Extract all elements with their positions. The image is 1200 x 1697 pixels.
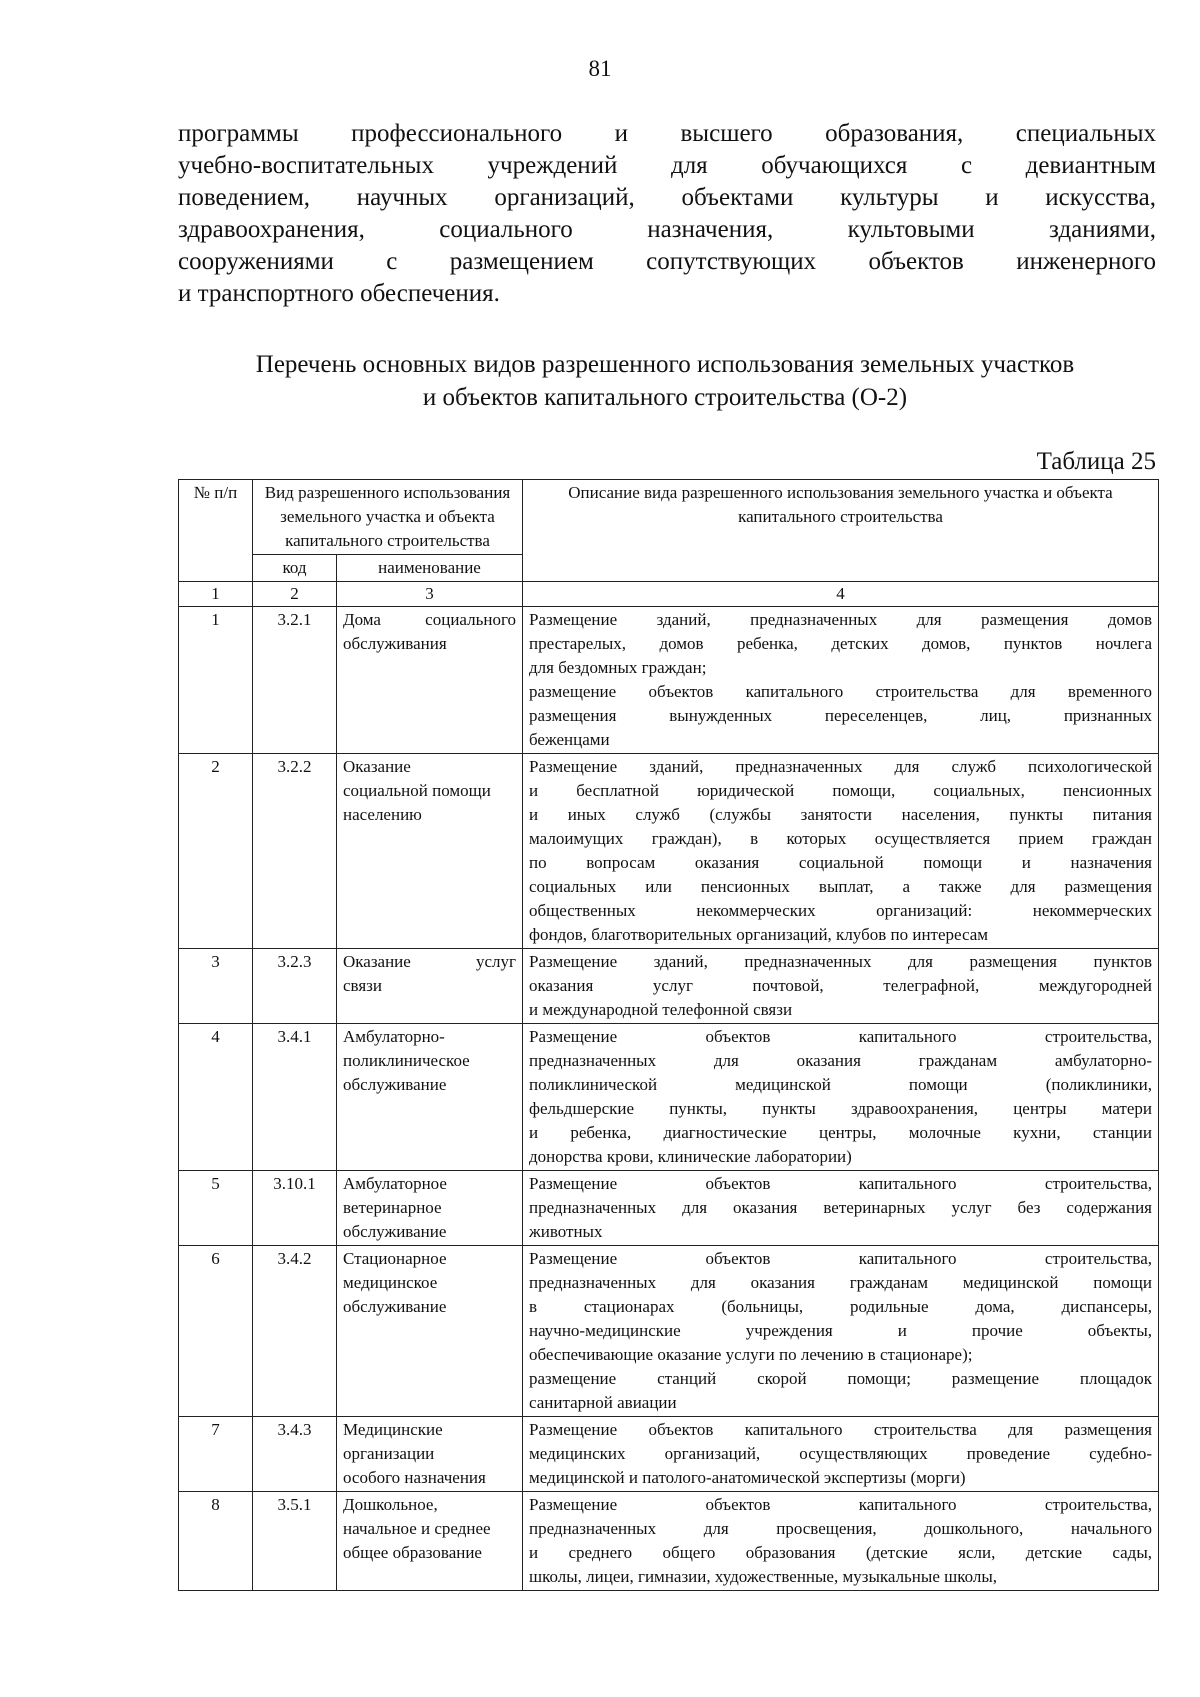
use-name	[337, 1024, 523, 1171]
description-line: социальных или пенсионных выплат, а также для размещения	[529, 877, 1152, 896]
use-name-line: Амбулаторно-	[343, 1027, 445, 1046]
use-name-line: Оказание услуг	[343, 952, 516, 971]
heading-line: Перечень основных видов разрешенного использования земельных участков	[255, 351, 1075, 378]
section-heading	[150, 348, 1180, 414]
use-name-line: Дома социального	[343, 610, 516, 629]
description-line: научно-медицинские учреждения и прочие объекты,	[529, 1321, 1152, 1340]
use-name-line: обслуживания	[343, 634, 447, 653]
description-line: предназначенных для оказания гражданам медицинской помощи	[529, 1273, 1152, 1292]
use-name-line: обслуживание	[343, 1075, 447, 1094]
intro-paragraph	[178, 118, 1156, 310]
row-number: 3	[179, 949, 253, 1024]
table-row	[179, 1024, 1159, 1171]
use-name	[337, 754, 523, 949]
use-name-line: Оказание	[343, 757, 411, 776]
description-line: и бесплатной юридической помощи, социальных, пенсионных	[529, 781, 1152, 800]
description-line: размещение станций скорой помощи; размещение площадок	[529, 1369, 1152, 1388]
description-line: Размещение объектов капитального строительства,	[529, 1495, 1152, 1514]
use-name	[337, 1417, 523, 1492]
description-line: Размещение объектов капитального строительства для размещения	[529, 1420, 1152, 1439]
row-number: 7	[179, 1417, 253, 1492]
table-row	[179, 1492, 1159, 1591]
use-name-line: Стационарное	[343, 1249, 447, 1268]
description-line: Размещение объектов капитального строительства,	[529, 1027, 1152, 1046]
use-code: 3.4.2	[253, 1246, 337, 1417]
table-label: Таблица 25	[1036, 448, 1156, 475]
use-name-line: населению	[343, 805, 422, 824]
intro-line: учебно-воспитательных учреждений для обучающихся с девиантным	[178, 152, 1156, 179]
use-name	[337, 1171, 523, 1246]
table-body	[179, 607, 1159, 1591]
use-name-line: Дошкольное,	[343, 1495, 438, 1514]
description-line: и ребенка, диагностические центры, молочные кухни, станции	[529, 1123, 1152, 1142]
description-line: общественных некоммерческих организаций: некоммерческих	[529, 901, 1152, 920]
description-line: санитарной авиации	[529, 1393, 677, 1412]
description-line: донорства крови, клинические лаборатории)	[529, 1147, 852, 1166]
description-line: школы, лицеи, гимназии, художественные, музыкальные школы,	[529, 1567, 998, 1586]
description-line: фельдшерские пункты, пункты здравоохранения, центры матери	[529, 1099, 1152, 1118]
use-description	[523, 754, 1159, 949]
use-name-line: медицинское	[343, 1273, 438, 1292]
row-number: 4	[179, 1024, 253, 1171]
use-code: 3.2.1	[253, 607, 337, 754]
use-code: 3.4.1	[253, 1024, 337, 1171]
description-line: обеспечивающие оказание услуги по лечению в стационаре);	[529, 1345, 973, 1364]
use-code: 3.2.3	[253, 949, 337, 1024]
description-line: престарелых, домов ребенка, детских домов, пунктов ночлега	[529, 634, 1152, 653]
row-number: 2	[179, 754, 253, 949]
header-description: Описание вида разрешенного использования земельного участка и объекта капитального строительства	[523, 480, 1159, 582]
row-number: 6	[179, 1246, 253, 1417]
description-line: беженцами	[529, 730, 610, 749]
description-line: по вопросам оказания социальной помощи и назначения	[529, 853, 1152, 872]
description-line: медицинской и патолого-анатомической экспертизы (морги)	[529, 1468, 966, 1487]
use-description	[523, 1417, 1159, 1492]
use-name-line: обслуживание	[343, 1222, 447, 1241]
header-code: код	[253, 555, 337, 582]
intro-line: здравоохранения, социального назначения, культовыми зданиями,	[178, 216, 1156, 243]
column-number: 4	[523, 582, 1159, 607]
use-name-line: поликлиническое	[343, 1051, 470, 1070]
table-row	[179, 1171, 1159, 1246]
description-line: Размещение зданий, предназначенных для служб психологической	[529, 757, 1152, 776]
description-line: предназначенных для просвещения, дошкольного, начального	[529, 1519, 1152, 1538]
permitted-use-table	[178, 479, 1159, 1591]
use-description	[523, 1024, 1159, 1171]
use-name	[337, 1246, 523, 1417]
description-line: размещение объектов капитального строительства для временного	[529, 682, 1152, 701]
page-number: 81	[588, 56, 612, 81]
description-line: размещения вынужденных переселенцев, лиц, признанных	[529, 706, 1152, 725]
description-line: фондов, благотворительных организаций, клубов по интересам	[529, 925, 989, 944]
description-line: оказания услуг почтовой, телеграфной, междугородней	[529, 976, 1152, 995]
column-number: 1	[179, 582, 253, 607]
description-line: в стационарах (больницы, родильные дома, диспансеры,	[529, 1297, 1152, 1316]
description-line: Размещение объектов капитального строительства,	[529, 1249, 1152, 1268]
use-description	[523, 949, 1159, 1024]
description-line: Размещение зданий, предназначенных для размещения пунктов	[529, 952, 1152, 971]
description-line: медицинских организаций, осуществляющих проведение судебно-	[529, 1444, 1152, 1463]
use-code: 3.4.3	[253, 1417, 337, 1492]
use-description	[523, 1171, 1159, 1246]
table-row	[179, 1417, 1159, 1492]
use-code: 3.10.1	[253, 1171, 337, 1246]
description-line: Размещение объектов капитального строительства,	[529, 1174, 1152, 1193]
table-row	[179, 949, 1159, 1024]
description-line: Размещение зданий, предназначенных для размещения домов	[529, 610, 1152, 629]
use-name-line: социальной помощи	[343, 781, 491, 800]
use-description	[523, 607, 1159, 754]
intro-line: программы профессионального и высшего образования, специальных	[178, 120, 1156, 147]
table-row	[179, 1246, 1159, 1417]
use-name	[337, 1492, 523, 1591]
table-row	[179, 754, 1159, 949]
header-number: № п/п	[179, 480, 253, 582]
table-row	[179, 607, 1159, 754]
description-line: и среднего общего образования (детские ясли, детские сады,	[529, 1543, 1152, 1562]
use-code: 3.2.2	[253, 754, 337, 949]
use-name	[337, 607, 523, 754]
use-name-line: общее образование	[343, 1543, 482, 1562]
use-name	[337, 949, 523, 1024]
description-line: предназначенных для оказания гражданам амбулаторно-	[529, 1051, 1152, 1070]
description-line: для бездомных граждан;	[529, 658, 707, 677]
description-line: поликлинической медицинской помощи (поликлиники,	[529, 1075, 1152, 1094]
row-number: 8	[179, 1492, 253, 1591]
description-line: животных	[529, 1222, 603, 1241]
column-number: 3	[337, 582, 523, 607]
column-number: 2	[253, 582, 337, 607]
header-use-type: Вид разрешенного использования земельного участка и объекта капитального строительства	[253, 480, 523, 555]
use-name-line: Амбулаторное	[343, 1174, 447, 1193]
description-line: и международной телефонной связи	[529, 1000, 793, 1019]
use-name-line: особого назначения	[343, 1468, 486, 1487]
heading-line: и объектов капитального строительства (О-2)	[422, 384, 908, 411]
intro-line: сооружениями с размещением сопутствующих объектов инженерного	[178, 248, 1156, 275]
use-code: 3.5.1	[253, 1492, 337, 1591]
description-line: и иных служб (службы занятости населения, пункты питания	[529, 805, 1152, 824]
use-name-line: Медицинские	[343, 1420, 443, 1439]
use-name-line: организации	[343, 1444, 435, 1463]
use-name-line: ветеринарное	[343, 1198, 442, 1217]
header-name: наименование	[337, 555, 523, 582]
intro-line: и транспортного обеспечения.	[178, 280, 500, 307]
use-name-line: начальное и среднее	[343, 1519, 491, 1538]
use-name-line: связи	[343, 976, 382, 995]
use-name-line: обслуживание	[343, 1297, 447, 1316]
row-number: 1	[179, 607, 253, 754]
use-description	[523, 1246, 1159, 1417]
description-line: предназначенных для оказания ветеринарных услуг без содержания	[529, 1198, 1152, 1217]
row-number: 5	[179, 1171, 253, 1246]
intro-line: поведением, научных организаций, объектами культуры и искусства,	[178, 184, 1156, 211]
use-description	[523, 1492, 1159, 1591]
description-line: малоимущих граждан), в которых осуществляется прием граждан	[529, 829, 1152, 848]
